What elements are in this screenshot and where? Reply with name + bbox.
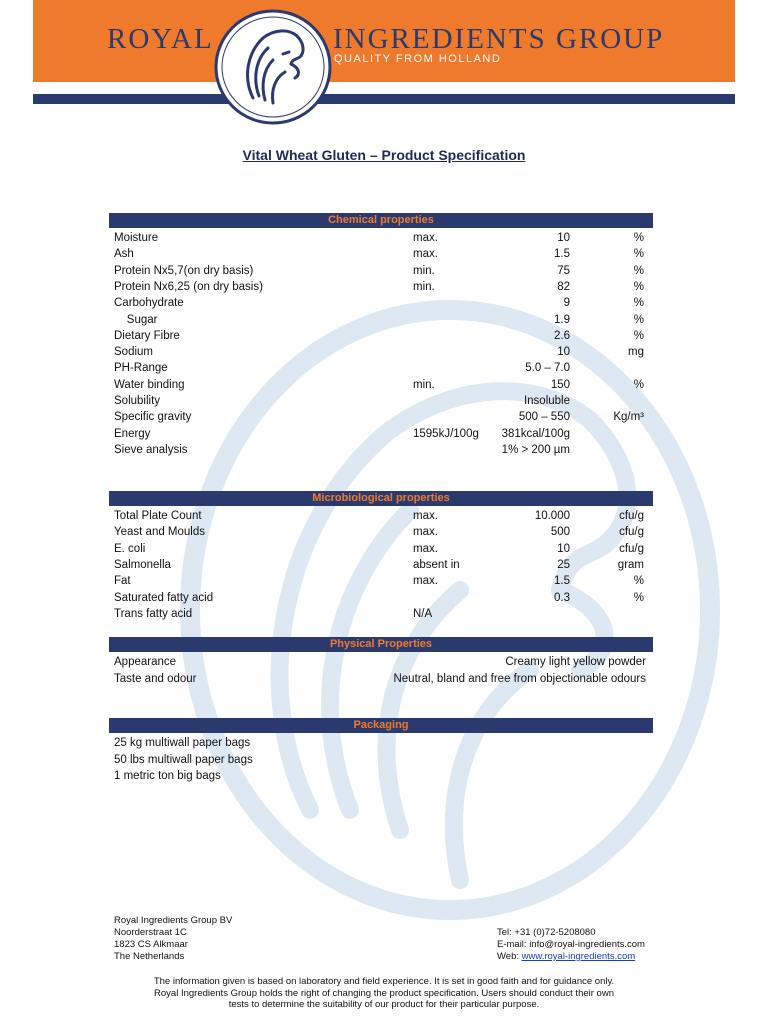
packaging-item: 50 lbs multiwall paper bags — [114, 753, 253, 766]
spec-label: Protein Nx6,25 (on dry basis) — [114, 280, 263, 293]
spec-label: Salmonella — [114, 558, 171, 571]
spec-row — [114, 230, 652, 246]
spec-unit: % — [633, 280, 644, 293]
spec-row — [114, 295, 652, 311]
spec-value: 75 — [557, 264, 570, 277]
spec-value: 5.0 – 7.0 — [525, 362, 570, 375]
spec-label: Moisture — [114, 232, 159, 244]
spec-label: Energy — [114, 427, 151, 440]
spec-label: Saturated fatty acid — [114, 591, 214, 604]
spec-value: 1% > 200 µm — [501, 443, 570, 456]
spec-unit: % — [633, 329, 644, 342]
spec-value: Insoluble — [523, 395, 570, 407]
spec-value: 10.000 — [534, 510, 570, 522]
spec-value: 0.3 — [554, 591, 570, 604]
footer-country: The Netherlands — [114, 951, 185, 962]
disclaimer-line: The information given is based on laboratory and field experience. It is set in good faith and for guidance only. — [153, 976, 615, 987]
footer-address — [114, 915, 232, 963]
spec-unit: mg — [628, 346, 644, 359]
section-heading-micro: Microbiological properties — [109, 491, 653, 506]
spec-label: Protein Nx5,7(on dry basis) — [114, 264, 254, 277]
spec-qualifier: max. — [413, 526, 438, 539]
spec-qualifier: min. — [413, 378, 435, 391]
spec-qualifier: absent in — [413, 558, 460, 571]
spec-row — [114, 524, 652, 540]
spec-value: 500 – 550 — [518, 411, 570, 424]
spec-unit: gram — [617, 558, 644, 571]
footer-web-prefix: Web: — [497, 951, 522, 962]
spec-label: Specific gravity — [114, 411, 192, 424]
spec-row — [114, 590, 652, 606]
spec-qualifier: max. — [413, 542, 438, 555]
spec-row — [114, 263, 652, 279]
spec-row — [114, 360, 652, 376]
brand-tagline: QUALITY FROM HOLLAND — [334, 53, 502, 65]
document-title: Vital Wheat Gluten – Product Specification — [242, 147, 526, 163]
spec-label: E. coli — [114, 542, 146, 555]
spec-label: PH-Range — [114, 362, 168, 375]
spec-label: Yeast and Moulds — [114, 526, 206, 539]
spec-unit: % — [633, 232, 644, 244]
lion-logo-icon — [213, 8, 333, 126]
spec-value: 25 — [557, 558, 570, 571]
spec-row — [114, 508, 652, 524]
spec-row — [114, 541, 652, 557]
spec-label: Sodium — [114, 346, 153, 359]
spec-row — [114, 409, 652, 425]
physical-label: Appearance — [114, 656, 177, 668]
spec-label: Water binding — [114, 378, 185, 391]
spec-unit: % — [633, 248, 644, 261]
spec-unit: % — [633, 591, 644, 604]
spec-row — [114, 606, 652, 622]
spec-label: Fat — [114, 575, 131, 588]
spec-value: 9 — [563, 297, 570, 310]
spec-unit: % — [633, 575, 644, 588]
spec-unit: cfu/g — [619, 526, 644, 539]
website-link[interactable]: www.royal-ingredients.com — [521, 951, 636, 962]
spec-unit: % — [633, 378, 644, 391]
spec-row — [114, 279, 652, 295]
spec-row — [114, 344, 652, 360]
spec-qualifier: max. — [413, 575, 438, 588]
spec-label: Total Plate Count — [114, 510, 202, 522]
header-rule — [33, 94, 735, 104]
spec-label: Trans fatty acid — [114, 607, 193, 620]
physical-row — [114, 671, 652, 687]
spec-qualifier: min. — [413, 280, 435, 293]
footer-email: E-mail: info@royal-ingredients.com — [497, 939, 645, 950]
physical-row — [114, 654, 652, 670]
physical-value: Creamy light yellow powder — [505, 656, 646, 668]
spec-qualifier: N/A — [413, 607, 433, 620]
spec-value: 1.5 — [554, 575, 570, 588]
packaging-item: 25 kg multiwall paper bags — [114, 737, 251, 749]
spec-unit: Kg/m³ — [613, 411, 644, 424]
physical-label: Taste and odour — [114, 672, 197, 685]
footer-contact — [497, 927, 645, 963]
spec-qualifier: max. — [413, 510, 438, 522]
footer-web — [497, 951, 645, 963]
spec-unit: % — [633, 313, 644, 326]
spec-label: Sieve analysis — [114, 443, 188, 456]
spec-row — [114, 426, 652, 442]
disclaimer — [60, 976, 708, 1011]
spec-label: Sugar — [114, 313, 158, 326]
spec-value: 381kcal/100g — [501, 427, 570, 440]
spec-unit: cfu/g — [619, 542, 644, 555]
section-heading-chemical: Chemical properties — [109, 213, 653, 228]
spec-unit: cfu/g — [619, 510, 644, 522]
brand-name-right: INGREDIENTS GROUP — [333, 23, 665, 55]
spec-row — [114, 442, 652, 458]
spec-value: 82 — [557, 280, 570, 293]
spec-qualifier: min. — [413, 264, 435, 277]
section-heading-packaging: Packaging — [109, 718, 653, 733]
spec-row — [114, 573, 652, 589]
spec-unit: % — [633, 297, 644, 310]
spec-row — [114, 557, 652, 573]
spec-label: Carbohydrate — [114, 297, 184, 310]
spec-value: 500 — [550, 526, 570, 539]
disclaimer-line: Royal Ingredients Group holds the right of changing the product specification. Users should conduct their own — [154, 987, 614, 999]
spec-row — [114, 246, 652, 262]
spec-value: 150 — [550, 378, 570, 391]
section-heading-physical: Physical Properties — [109, 637, 653, 652]
spec-value: 10 — [557, 232, 570, 244]
brand-name-left: ROYAL — [107, 23, 214, 55]
spec-row — [114, 393, 652, 409]
disclaimer-line: tests to determine the suitability of our product for their particular purpose. — [228, 999, 540, 1010]
spec-row — [114, 312, 652, 328]
packaging-item: 1 metric ton big bags — [114, 770, 221, 782]
spec-qualifier: max. — [413, 248, 438, 261]
spec-label: Solubility — [114, 395, 161, 407]
footer-tel: Tel: +31 (0)72-5208080 — [497, 927, 596, 938]
spec-value: 1.5 — [554, 248, 570, 261]
spec-unit: % — [633, 264, 644, 277]
footer-company: Royal Ingredients Group BV — [114, 915, 233, 926]
spec-value: 10 — [557, 542, 570, 555]
spec-label: Ash — [114, 248, 134, 261]
footer-street: Noorderstraat 1C — [114, 927, 187, 938]
spec-row — [114, 328, 652, 344]
physical-value: Neutral, bland and free from objectionable odours — [393, 672, 646, 685]
spec-value: 2.6 — [554, 329, 570, 342]
spec-label: Dietary Fibre — [114, 329, 180, 342]
spec-value: 1.9 — [554, 313, 570, 326]
spec-row — [114, 377, 652, 393]
footer-city: 1823 CS Alkmaar — [114, 939, 188, 950]
spec-qualifier: max. — [413, 232, 438, 244]
spec-qualifier: 1595kJ/100g — [413, 427, 479, 440]
spec-value: 10 — [557, 346, 570, 359]
